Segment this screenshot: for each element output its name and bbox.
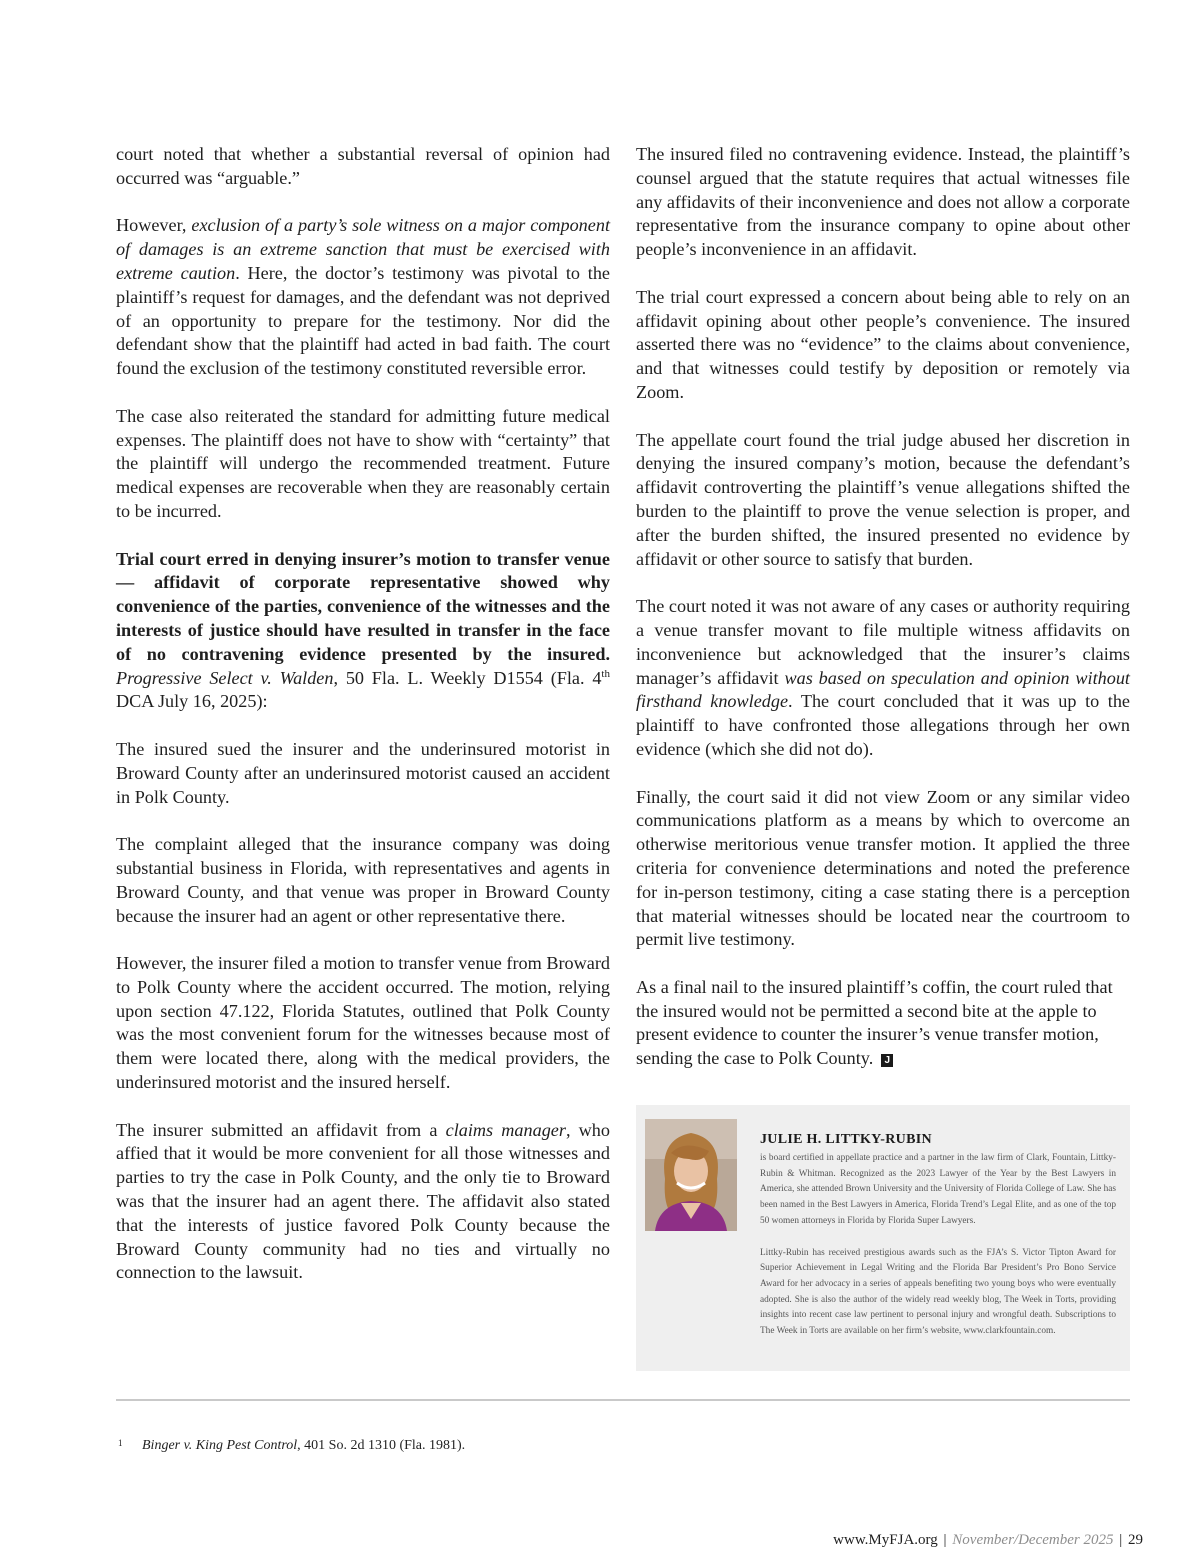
paragraph: The case also reiterated the standard for admitting future medical expenses. The plaintiff does not have to show with “certainty” that the plaintiff will undergo the recommended treatment. Future medical expenses are recoverable when they are reasonably certain to be incurred. xyxy=(116,405,610,521)
left-column xyxy=(116,143,610,1285)
paragraph: court noted that whether a substantial reversal of opinion had occurred was “arguable.” xyxy=(116,144,610,188)
author-photo xyxy=(645,1119,737,1231)
paragraph: The appellate court found the trial judge abused her discretion in denying the insured company’s motion, because the defendant’s affidavit controverting the plaintiff’s venue allegations shifted the burden to the plaintiff to prove the venue selection is proper, and after the burden shifted, the insured presented no evidence by affidavit or other source to satisfy that burden. xyxy=(636,429,1130,569)
case-name: Progressive Select v. Walden xyxy=(116,667,334,688)
author-name: JULIE H. LITTKY-RUBIN xyxy=(760,1132,932,1147)
page-number: 29 xyxy=(1128,1532,1143,1548)
footnote-divider xyxy=(116,1399,1130,1401)
paragraph: The complaint alleged that the insurance company was doing substantial business in Florida, with representatives and agents in Broward County, and that venue was proper in Broward County because the insurer had an agent or other representative there. xyxy=(116,834,610,926)
end-mark-icon: J xyxy=(881,1054,893,1067)
superscript: th xyxy=(601,667,610,680)
author-bio-box xyxy=(636,1105,1130,1371)
bio-paragraph: Littky-Rubin has received prestigious awards such as the FJA’s S. Victor Tipton Award for Superior Achievement in Legal Writing and the Florida Bar President’s Pro Bono Service Award for her advocacy in a series of appeals benefiting two young boys who were eventually adopted. She is also the author of the widely read weekly blog, The Week in Torts, providing insights into recent case law pertinent to personal injury and wrongful death. Subscriptions to The Week in Torts are available on her firm’s website, www.clarkfountain.com. xyxy=(760,1247,1116,1337)
paragraph: The trial court expressed a concern about being able to rely on an affidavit opining about other people’s convenience. The insured asserted there was no “evidence” to the claims about convenience, and that witnesses could testify by deposition or remotely via Zoom. xyxy=(636,286,1130,402)
case-heading-bold: Trial court erred in denying insurer’s motion to transfer venue — affidavit of corporate representative showed why convenience of the parties, convenience of the witnesses and the interests of justice should have resulted in transfer in the face of no contravening evidence presented by the insured. xyxy=(116,548,610,664)
emphasis-text: was based on speculation and opinion without firsthand knowledge xyxy=(636,667,1130,712)
bio-paragraph: is board certified in appellate practice and a partner in the law firm of Clark, Fountain, Littky-Rubin & Whitman. Recognized as the 2023 Lawyer of the Year by the Best Lawyers in America, she attended Brown University and the University of Florida College of Law. She has been named in the Best Lawyers in America, Florida Trend’s Legal Elite, and as one of the top 50 women attorneys in Florida by Florida Super Lawyers. xyxy=(760,1153,1116,1226)
site-link[interactable]: www.MyFJA.org xyxy=(833,1532,938,1548)
author-portrait-icon xyxy=(645,1119,737,1231)
footer-separator: | xyxy=(943,1532,947,1548)
footnote-number: 1 xyxy=(118,1438,123,1448)
paragraph: Finally, the court said it did not view Zoom or any similar video communications platform as a means by which to overcome an otherwise meritorious venue transfer motion. It applied the three criteria for convenience determinations and noted the preference for in-person testimony, citing a case stating there is a perception that material witnesses should be located near the courtroom to permit live testimony. xyxy=(636,786,1130,950)
paragraph: The court noted it was not aware of any cases or authority requiring a venue transfer movant to file multiple witness affidavits on inconvenience but acknowledged that the insurer’s claims manager’s affidavit was based on speculation and opinion without firsthand knowledge. The court concluded that it was up to the plaintiff to have confronted those allegations through her own evidence (which she did not do). xyxy=(636,596,1130,759)
case-heading: Trial court erred in denying insurer’s motion to transfer venue — affidavit of corporate representative showed why convenience of the parties, convenience of the witnesses and the interests of justice should have resulted in transfer in the face of no contravening evidence presented by the insured. Progressive Select v. Walden, 50 Fla. L. Weekly D1554 (Fla. 4th DCA July 16, 2025): xyxy=(116,548,610,712)
right-column xyxy=(636,143,1130,1071)
paragraph: However, the insurer filed a motion to transfer venue from Broward to Polk County where the accident occurred. The motion, relying upon section 47.122, Florida Statutes, outlined that Polk County was the most convenient forum for the witnesses because most of them were located there, along with the medical providers, the underinsured motorist and the insured herself. xyxy=(116,953,610,1093)
footnote-text: Binger v. King Pest Control, 401 So. 2d 1310 (Fla. 1981). xyxy=(142,1438,466,1453)
emphasis-text: claims manager xyxy=(445,1119,566,1140)
author-bio-text xyxy=(760,1130,1116,1340)
paragraph: The insured sued the insurer and the underinsured motorist in Broward County after an underinsured motorist caused an accident in Polk County. xyxy=(116,738,610,807)
footer-separator: | xyxy=(1119,1532,1123,1548)
emphasis-text: exclusion of a party’s sole witness on a major component of damages is an extreme sanction that must be exercised with extreme caution xyxy=(116,215,610,283)
paragraph: The insured filed no contravening evidence. Instead, the plaintiff’s counsel argued that the statute requires that actual witnesses file any affidavits of their inconvenience and does not allow a corporate representative from the insurance company to opine about other people’s inconvenience in an affidavit. xyxy=(636,144,1130,260)
paragraph: As a final nail to the insured plaintiff’s coffin, the court ruled that the insured would not be permitted a second bite at the apple to present evidence to counter the insurer’s venue transfer motion, sending the case to Polk County. J xyxy=(636,976,1113,1069)
page-footer xyxy=(833,1530,1143,1550)
paragraph: However, exclusion of a party’s sole witness on a major component of damages is an extreme sanction that must be exercised with extreme caution. Here, the doctor’s testimony was pivotal to the plaintiff’s request for damages, and the defendant was not deprived of an opportunity to prepare for the testimony. Nor did the defendant show that the plaintiff had acted in bad faith. The court found the exclusion of the testimony constituted reversible error. xyxy=(116,215,610,379)
footnote-case-name: Binger v. King Pest Control xyxy=(142,1438,298,1453)
paragraph: The insurer submitted an affidavit from a claims manager, who affied that it would be more convenient for all those witnesses and parties to try the case in Polk County, and the only tie to Broward was that the insurer had an agent there. The affidavit also stated that the interests of justice favored Polk County because the Broward County community had no ties and virtually no connection to the lawsuit. xyxy=(116,1119,610,1283)
issue-date: November/December 2025 xyxy=(952,1532,1114,1548)
